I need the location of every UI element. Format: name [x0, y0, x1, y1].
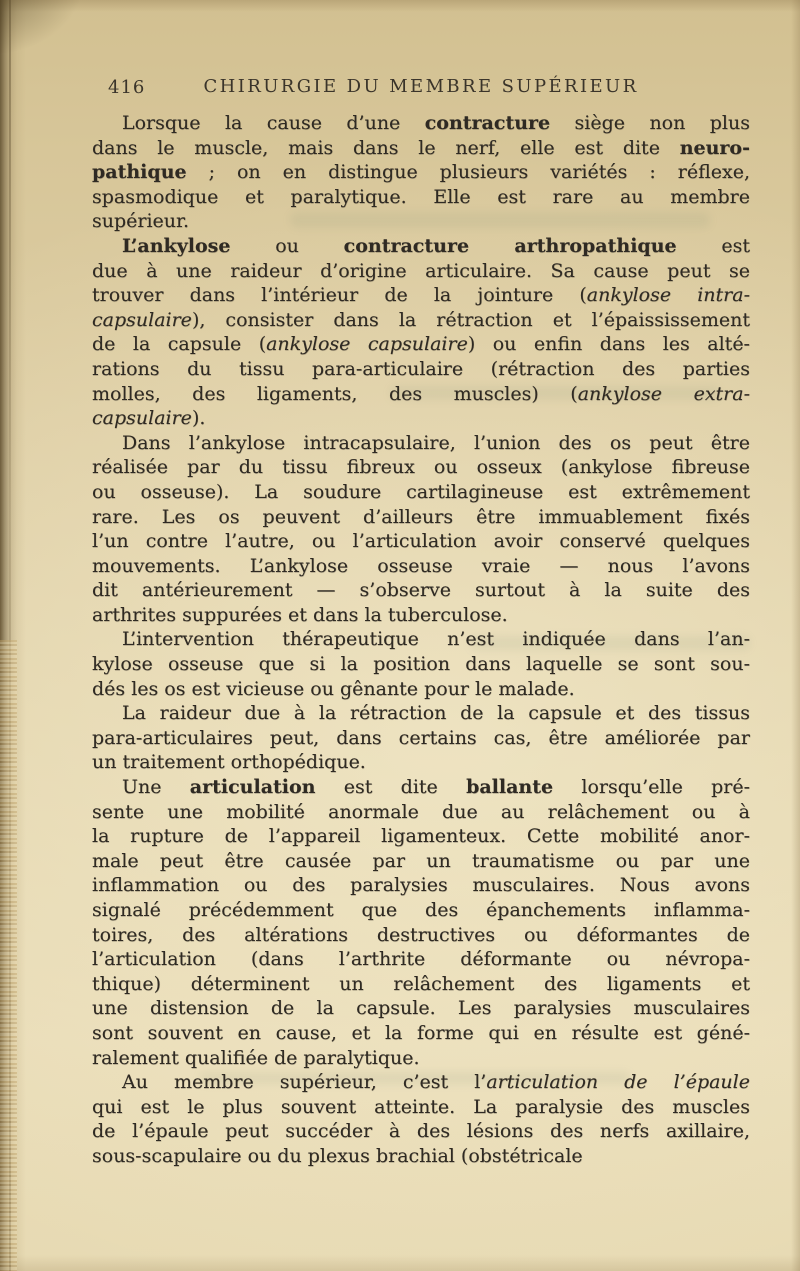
body-text: sont souvent en cause, et la forme qui en résulte est géné-: [92, 1021, 750, 1044]
text-line: [92, 455, 750, 480]
body-text: mouvements. L’ankylose osseuse vraie — nous l’avons: [92, 554, 750, 577]
text-line: [92, 800, 750, 825]
body-text: Dans l’ankylose intracapsulaire, l’union des os peut être: [122, 431, 750, 454]
book-page-edges-texture: [0, 640, 17, 1271]
text-line: [92, 308, 750, 333]
text-line: [92, 947, 750, 972]
text-line: [92, 849, 750, 874]
body-text: kylose osseuse que si la position dans laquelle se sont sou-: [92, 653, 750, 676]
body-text: l’articulation (dans l’arthrite déformante ou névropa-: [92, 948, 750, 971]
body-text: un traitement orthopédique.: [92, 751, 366, 774]
body-text: ralement qualifiée de paralytique.: [92, 1046, 420, 1069]
body-text: réalisée par du tissu fibreux ou osseux (ankylose fibreuse: [92, 456, 750, 479]
text-line: [92, 136, 750, 161]
paragraph: [92, 701, 750, 775]
text-line: [92, 554, 750, 579]
italic-text: capsulaire: [92, 308, 192, 331]
italic-text: ankylose capsulaire: [266, 333, 468, 356]
body-text: molles, des ligaments, des muscles) (: [92, 382, 578, 405]
text-line: [92, 1144, 750, 1169]
body-text: une distension de la capsule. Les paralysies musculaires: [92, 997, 750, 1020]
text-line: [92, 677, 750, 702]
bold-text: contracture: [424, 112, 551, 134]
text-line: [92, 603, 750, 628]
page-fold-line: [9, 0, 11, 1271]
text-line: [92, 898, 750, 923]
body-text: de la capsule (: [92, 333, 267, 356]
body-text: lorsqu’elle pré-: [553, 776, 750, 799]
body-text: toires, des altérations destructives ou déformantes de: [92, 923, 750, 946]
body-text: siège non plus: [550, 112, 750, 134]
body-text: sente une mobilité anormale due au relâchement ou à: [92, 800, 750, 823]
text-line: [92, 775, 750, 800]
body-text: Une: [122, 776, 190, 799]
paragraph: [92, 1070, 750, 1168]
text-line: [92, 185, 750, 210]
body-text: signalé précédemment que des épanchements inflamma-: [92, 899, 750, 921]
body-text: inflammation ou des paralysies musculaires. Nous avons: [92, 874, 750, 897]
text-line: [92, 160, 750, 185]
body-text: La raideur due à la rétraction de la capsule et des tissus: [122, 702, 750, 725]
text-line: [92, 578, 750, 603]
body-text: due à une raideur d’origine articulaire. Sa cause peut se: [92, 259, 750, 282]
bold-text: pathique: [92, 161, 187, 184]
text-line: [92, 726, 750, 751]
body-text: dit antérieurement — s’observe surtout à la suite des: [92, 579, 750, 602]
text-line: [92, 209, 750, 234]
body-text: ; on en distingue plusieurs variétés : réflexe,: [186, 161, 750, 184]
italic-text: ankylose extra-: [577, 382, 750, 405]
text-line: [92, 824, 750, 849]
text-line: [92, 750, 750, 775]
body-text: para-articulaires peut, dans certains cas, être améliorée par: [92, 726, 750, 749]
body-text: rare. Les os peuvent d’ailleurs être immuablement fixés: [92, 505, 750, 528]
italic-text: articulation de l’épaule: [486, 1071, 750, 1094]
italic-text: ankylose intra-: [586, 284, 750, 307]
paragraph: [92, 234, 750, 431]
body-text: male peut être causée par un traumatisme ou par une: [92, 849, 750, 872]
text-line: [92, 234, 750, 259]
body-text: l’un contre l’autre, ou l’articulation avoir conservé quelques: [92, 530, 750, 553]
text-line: [92, 627, 750, 652]
paragraph: [92, 775, 750, 1070]
text-line: [92, 923, 750, 948]
body-text: trouver dans l’intérieur de la jointure (: [92, 284, 587, 307]
text-line: [92, 357, 750, 382]
paragraph: [92, 627, 750, 701]
bold-text: contracture arthropathique: [343, 234, 677, 257]
text-line: [92, 972, 750, 997]
body-text: ) ou enfin dans les alté-: [467, 333, 750, 356]
bold-text: articulation: [189, 776, 316, 799]
text-line: [92, 406, 750, 431]
body-text: de l’épaule peut succéder à des lésions des nerfs axillaire,: [92, 1120, 750, 1143]
text-line: [92, 259, 750, 284]
body-text: dans le muscle, mais dans le nerf, elle est dite: [92, 136, 680, 159]
body-text: dés les os est vicieuse ou gênante pour le malade.: [92, 677, 575, 700]
text-line: [92, 1095, 750, 1120]
text-line: [92, 873, 750, 898]
page-body-text: [92, 111, 750, 1169]
text-line: [92, 1119, 750, 1144]
text-line: [92, 111, 750, 136]
body-text: L’intervention thérapeutique n’est indiquée dans l’an-: [122, 628, 750, 651]
body-text: ou osseuse). La soudure cartilagineuse est extrêmement: [92, 480, 750, 503]
text-line: [92, 283, 750, 308]
text-line: [92, 1046, 750, 1071]
body-text: supérieur.: [92, 210, 190, 233]
text-line: [92, 1070, 750, 1095]
text-line: [92, 480, 750, 505]
body-text: ou: [230, 234, 344, 257]
page-number: 416: [108, 77, 146, 98]
body-text: ), consister dans la rétraction et l’épaississement: [191, 308, 750, 331]
paragraph: [92, 431, 750, 628]
body-text: rations du tissu para-articulaire (rétraction des parties: [92, 357, 750, 380]
body-text: ).: [191, 407, 206, 430]
body-text: thique) déterminent un relâchement des ligaments et: [92, 972, 750, 995]
body-text: la rupture de l’appareil ligamenteux. Cette mobilité anor-: [92, 825, 750, 848]
text-line: [92, 652, 750, 677]
bold-text: neuro-: [679, 136, 750, 159]
paragraph: [92, 111, 750, 234]
running-title: CHIRURGIE DU MEMBRE SUPÉRIEUR: [203, 76, 639, 97]
body-text: spasmodique et paralytique. Elle est rare au membre: [92, 185, 750, 208]
italic-text: capsulaire: [92, 407, 192, 430]
text-line: [92, 505, 750, 530]
text-line: [92, 1021, 750, 1046]
text-line: [92, 332, 750, 357]
body-text: Au membre supérieur, c’est l’: [122, 1071, 487, 1094]
body-text: arthrites suppurées et dans la tuberculose.: [92, 603, 508, 626]
text-line: [92, 529, 750, 554]
body-text: est dite: [315, 776, 467, 799]
text-line: [92, 431, 750, 456]
bold-text: ballante: [466, 776, 554, 799]
text-line: [92, 382, 750, 407]
body-text: Lorsque la cause d’une: [122, 112, 425, 134]
bold-text: L’ankylose: [122, 234, 231, 257]
body-text: est: [676, 234, 751, 257]
text-line: [92, 701, 750, 726]
body-text: qui est le plus souvent atteinte. La paralysie des muscles: [92, 1095, 750, 1118]
text-line: [92, 996, 750, 1021]
running-header: [92, 76, 750, 100]
page-content: [92, 76, 750, 1169]
body-text: sous-scapulaire ou du plexus brachial (obstétricale: [92, 1144, 583, 1167]
